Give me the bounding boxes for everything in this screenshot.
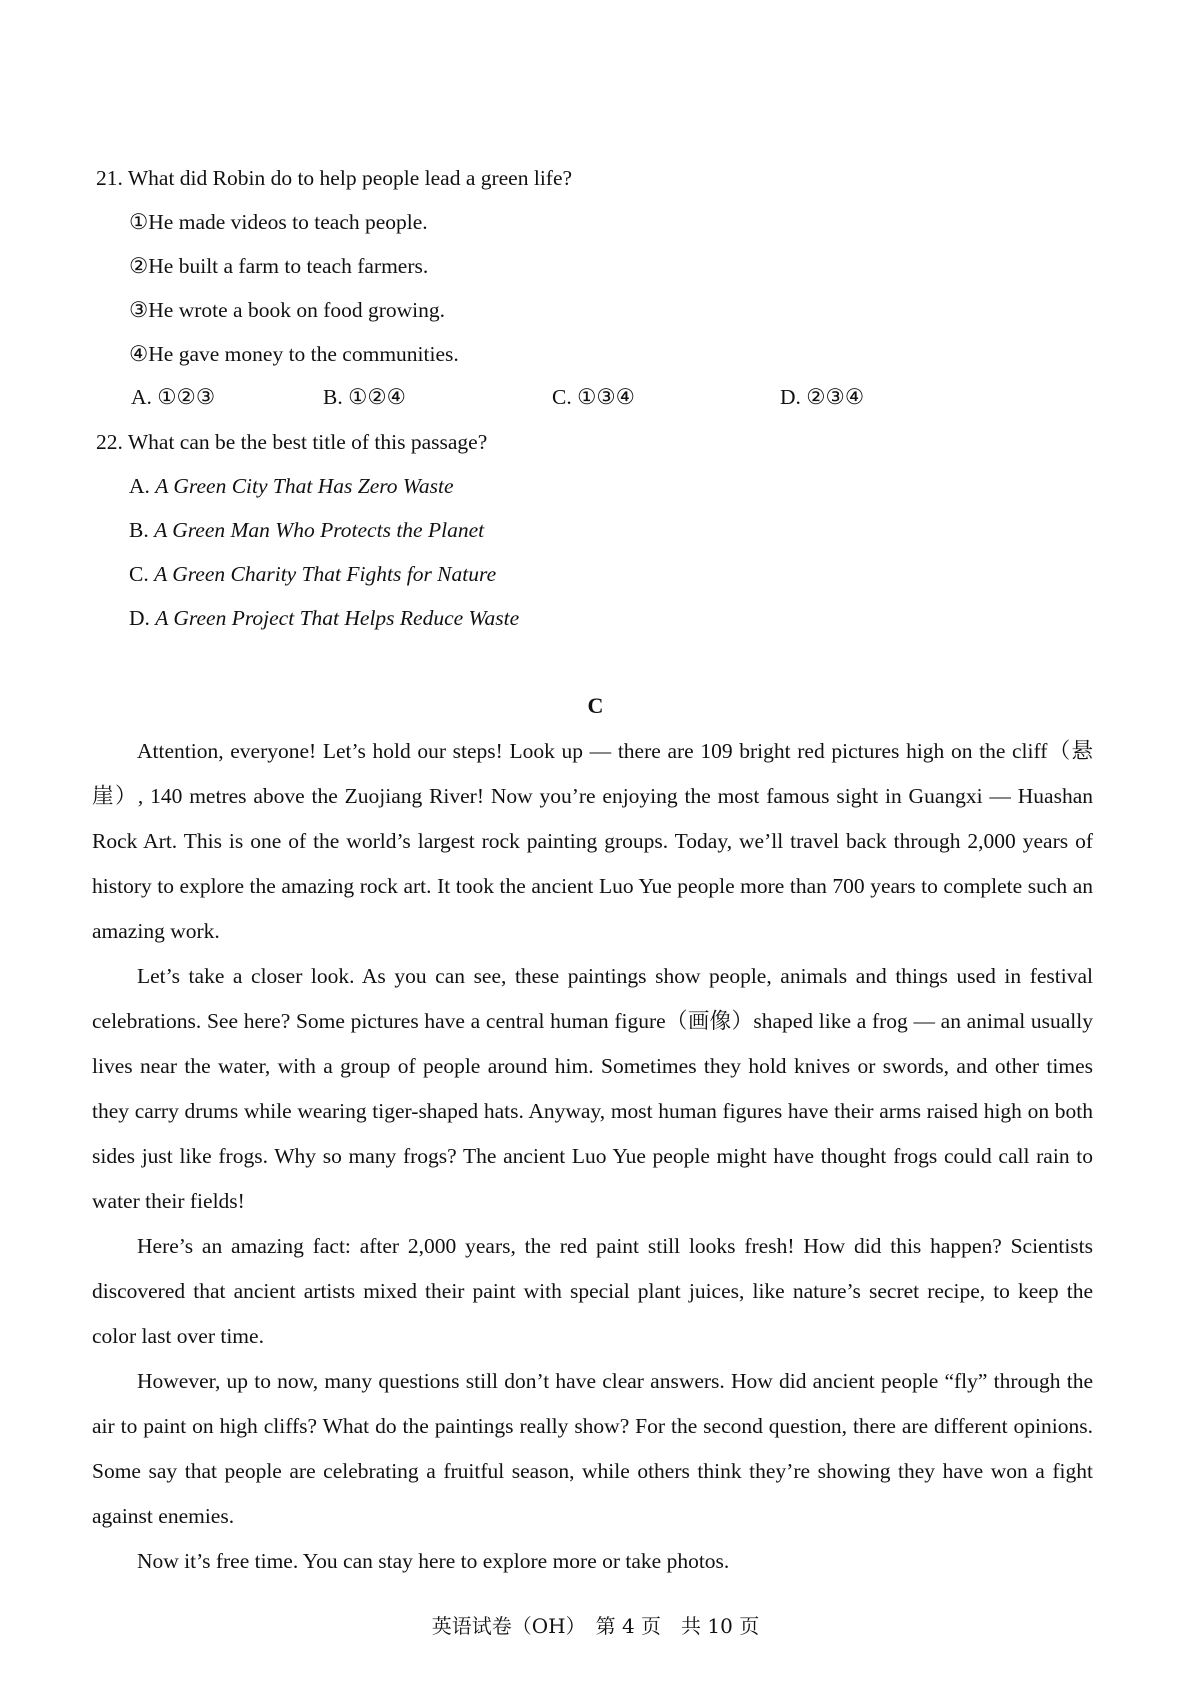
passage-paragraph-5: Now it’s free time. You can stay here to explore more or take photos.	[137, 1549, 730, 1573]
option-title: A Green Project That Helps Reduce Waste	[155, 606, 520, 630]
reading-passage	[92, 729, 1093, 1584]
question-22-option-b	[129, 516, 484, 544]
question-22-option-d	[129, 604, 519, 632]
question-22-option-c	[129, 560, 496, 588]
passage-paragraph-3: Here’s an amazing fact: after 2,000 years, the red paint still looks fresh! How did this happen? Scientists discovered that ancient artists mixed their paint with special plant juices, like nature’s secret recipe, to keep the color last over time.	[92, 1234, 1093, 1348]
question-21-item-3: ③He wrote a book on food growing.	[129, 298, 446, 322]
question-21-choice-d: D. ②③④	[780, 385, 865, 409]
option-title: A Green Man Who Protects the Planet	[154, 518, 485, 542]
option-title: A Green City That Has Zero Waste	[155, 474, 454, 498]
question-22-stem: 22. What can be the best title of this passage?	[96, 430, 488, 454]
passage-paragraph-1: Attention, everyone! Let’s hold our steps! Look up — there are 109 bright red pictures high on the cliff（悬崖）, 140 metres above the Zuojiang River! Now you’re enjoying the most famous sight in Guangxi — Huashan Rock Art. This is one of the world’s largest rock painting groups. Today, we’ll travel back through 2,000 years of history to explore the amazing rock art. It took the ancient Luo Yue people more than 700 years to complete such an amazing work.	[92, 739, 1093, 943]
option-letter: A.	[129, 474, 150, 498]
option-letter: D.	[129, 606, 150, 630]
passage-paragraph-2: Let’s take a closer look. As you can see, these paintings show people, animals and things used in festival celebrations. See here? Some pictures have a central human figure（画像）shaped like a frog — an animal usually lives near the water, with a group of people around him. Sometimes they hold knives or swords, and other times they carry drums while wearing tiger-shaped hats. Anyway, most human figures have their arms raised high on both sides just like frogs. Why so many frogs? The ancient Luo Yue people might have thought frogs could call rain to water their fields!	[92, 964, 1093, 1213]
question-21-choice-c: C. ①③④	[552, 385, 635, 409]
question-21-choice-a: A. ①②③	[131, 385, 216, 409]
question-21-stem: 21. What did Robin do to help people lead a green life?	[96, 166, 573, 190]
question-21-item-2: ②He built a farm to teach farmers.	[129, 254, 429, 278]
section-heading: C	[587, 693, 604, 718]
option-letter: C.	[129, 562, 149, 586]
question-22-option-a	[129, 472, 454, 500]
question-21-choice-b: B. ①②④	[323, 385, 406, 409]
passage-paragraph-4: However, up to now, many questions still don’t have clear answers. How did ancient people “fly” through the air to paint on high cliffs? What do the paintings really show? For the second question, there are different opinions. Some say that people are celebrating a fruitful season, while others think they’re showing they have won a fight against enemies.	[92, 1369, 1093, 1528]
option-title: A Green Charity That Fights for Nature	[154, 562, 497, 586]
question-21-item-4: ④He gave money to the communities.	[129, 342, 459, 366]
page-footer: 英语试卷（OH） 第 4 页 共 10 页	[431, 1614, 760, 1638]
question-21-item-1: ①He made videos to teach people.	[129, 210, 428, 234]
option-letter: B.	[129, 518, 149, 542]
